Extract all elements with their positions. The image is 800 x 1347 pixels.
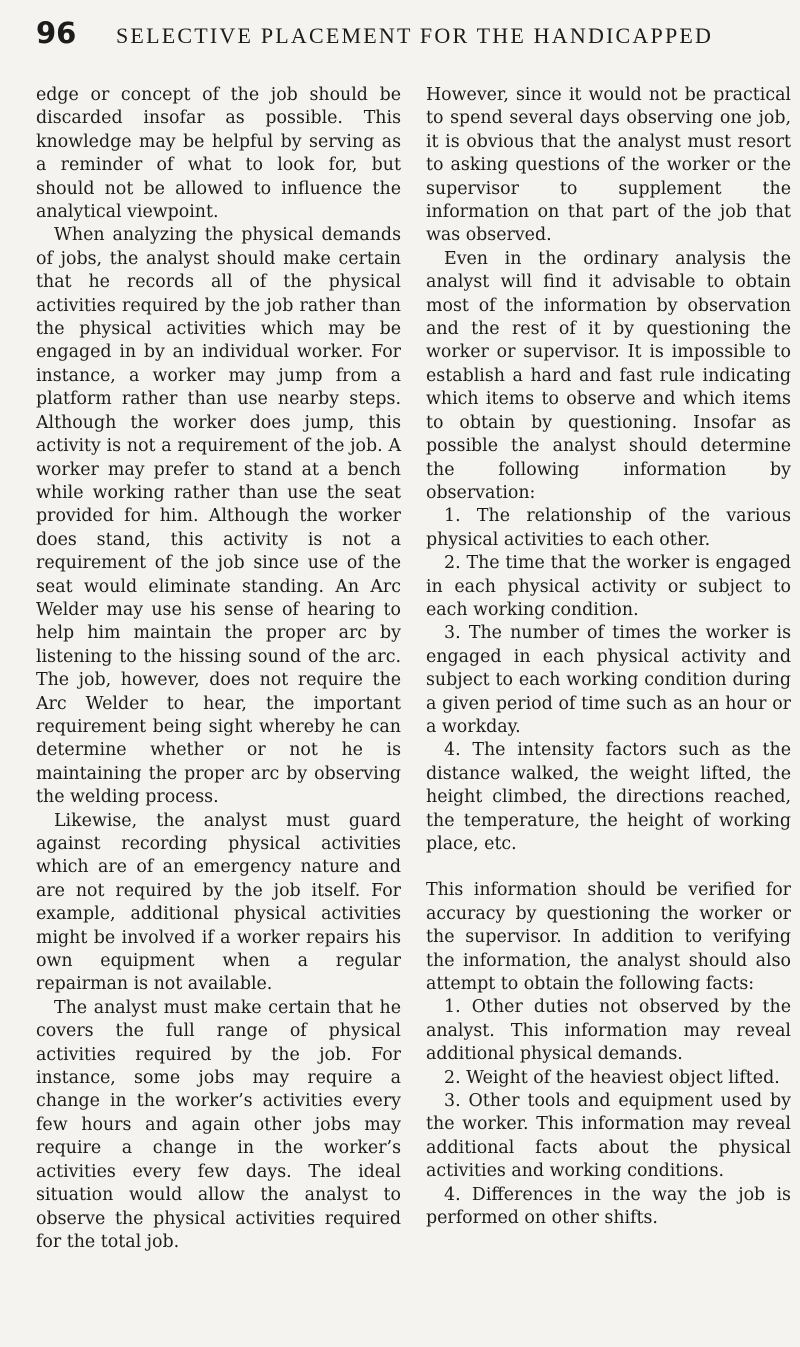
list-item: 3. The number of times the worker is engaged in each physical activity and subject to each working condition during a given period of time such as an hour or a workday.	[426, 623, 791, 737]
left-column	[36, 84, 401, 1339]
paragraph: Even in the ordinary analysis the analyst will find it advisable to obtain most of the information by observation and the rest of it by questioning the worker or supervisor. It is impossible to establish a hard and fast rule indicating which items to observe and which items to obtain by questioning. Insofar as possible the analyst should determine the following information by observation:	[426, 248, 791, 503]
paragraph: Likewise, the analyst must guard against recording physical activities which are of an emergency nature and are not required by the job itself. For example, additional physical activities might be involved if a worker repairs his own equipment when a regular repairman is not available.	[36, 810, 401, 995]
page-header	[36, 16, 780, 56]
list-item: 4. Differences in the way the job is performed on other shifts.	[426, 1184, 791, 1229]
list-item: 4. The intensity factors such as the distance walked, the weight lifted, the height climbed, the directions reached, the temperature, the height of working place, etc.	[426, 740, 791, 854]
right-column	[426, 84, 791, 1339]
list-item: 1. Other duties not observed by the analyst. This information may reveal additional physical demands.	[426, 997, 791, 1065]
running-title: SELECTIVE PLACEMENT FOR THE HANDICAPPED	[116, 23, 714, 48]
list-item: 2. The time that the worker is engaged in each physical activity or subject to each working condition.	[426, 553, 791, 620]
paragraph: The analyst must make certain that he covers the full range of physical activities required by the job. For instance, some jobs may require a change in the worker’s activities every few hours and again other jobs may require a change in the worker’s activities every few days. The ideal situation would allow the analyst to observe the physical activities required for the total job.	[36, 997, 401, 1252]
paragraph: edge or concept of the job should be discarded insofar as possible. This knowledge may be helpful by serving as a reminder of what to look for, but should not be allowed to influence the analytical viewpoint.	[36, 85, 401, 223]
page-number: 96	[36, 16, 77, 50]
list-item: 1. The relationship of the various physical activities to each other.	[426, 506, 791, 550]
paragraph: However, since it would not be practical to spend several days observing one job, it is obvious that the analyst must resort to asking questions of the worker or the supervisor to supplement the information on that part of the job that was observed.	[426, 85, 791, 246]
paragraph: When analyzing the physical demands of jobs, the analyst should make certain that he records all of the physical activities required by the job rather than the physical activities which may be engaged in by an individual worker. For instance, a worker may jump from a platform rather than use nearby steps. Although the worker does jump, this activity is not a requirement of the job. A worker may prefer to stand at a bench while working rather than use the seat provided for him. Although the worker does stand, this activity is not a requirement of the job since use of the seat would eliminate standing. An Arc Welder may use his sense of hearing to help him maintain the proper arc by listening to the hissing sound of the arc. The job, however, does not require the Arc Welder to hear, the important requirement being sight whereby he can determine whether or not he is maintaining the proper arc by observing the welding process.	[36, 225, 401, 808]
body-columns	[36, 84, 791, 1339]
paragraph: This information should be verified for accuracy by questioning the worker or the supervisor. In addition to verifying the information, the analyst should also attempt to obtain the following facts:	[426, 880, 791, 995]
list-item: 3. Other tools and equipment used by the worker. This information may reveal additional facts about the physical activities and working conditions.	[426, 1091, 791, 1182]
list-item: 2. Weight of the heaviest object lifted.	[444, 1067, 780, 1088]
